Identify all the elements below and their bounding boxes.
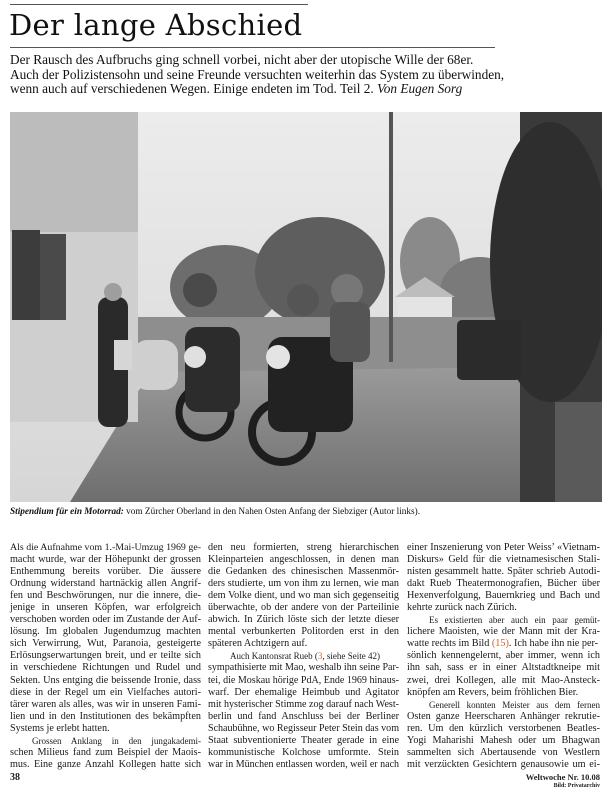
body-line: berlin und fand Anschluss bei der Berliner [208,710,399,722]
body-line: Systems je erlebt hatten. [10,722,110,734]
body-line: Erlösungserwartungen breit, und er teilte sich [10,650,201,662]
photo-reference-number: 3 [317,651,323,662]
body-line: Staat subventionierte Theater gerade in eine [208,734,399,746]
body-line: fen und Beschwörungen, nur die innere, die- [10,590,201,602]
article-photo [10,112,602,502]
body-line: Hexenverfolgung, Bauernkrieg und Bach und [407,590,600,602]
magazine-issue: Weltwoche Nr. 10.08 [525,772,600,782]
body-line: nisten gesammelt hatte. Später schrieb Autodi- [407,566,600,578]
body-line: sönlich kennengelernt, aber immer, wenn ich [407,650,600,662]
body-line: macht wurde, war der Höhepunkt der grossen [10,554,201,566]
top-rule [10,4,308,5]
body-line: Diskurs» Geld für die vietnamesischen Stali- [407,554,600,566]
body-line: knöpfen am Revers, beim fröhlichen Bier. [407,686,579,698]
article-lead [10,53,530,97]
body-line [208,650,399,662]
lead-line: Der Rausch des Aufbruchs ging schnell vorbei, nicht aber der utopische Wille der 68er. [10,52,474,67]
body-line: Enthemmung bereits vorüber. Die äussere [10,566,201,578]
body-line: mus. Eine ganze Anzahl Kollegen hatte sich [10,758,201,770]
body-line: den neu formierten, streng hierarchischen [208,542,399,553]
body-line: die Gedanken des chinesischen Massenmör- [208,566,399,578]
body-column-3 [407,542,600,771]
body-line: Sekten. Uns entging die beissende Ironie, dass [10,674,201,686]
article-title: Der lange Abschied [9,8,303,42]
motorcycle-photo-illustration [10,112,602,502]
body-line: Osten ganze Heerscharen Anhänger rekrutie- [407,710,600,722]
body-line: kommunistische Kolchose umformte. Stein [208,746,399,758]
body-line-text: , siehe Seite 42) [322,651,380,662]
body-line: lichere Maoisten, wie der Mann mit der Kra- [407,626,600,638]
body-line: warf. Der ehemalige Heimbub und Agitator [208,686,399,698]
body-line: Als die Aufnahme vom 1.-Mai-Umzug 1969 ge- [10,542,201,553]
body-line: Grossen Anklang in den jungakademi- [32,735,201,746]
body-line: Yogi Maharishi Mahesh oder um Bhagwan [407,734,600,746]
lead-line-text: wenn auch auf verschiedenen Wegen. Einige endeten im Tod. Teil 2. [10,81,374,97]
body-line: jenige in unseren Köpfen, war erfolgreich [10,602,201,614]
photo-reference-number: (15) [491,638,509,650]
body-line-text: watte rechts im Bild [407,638,492,650]
body-line: Ordnung widerstand hartnäckig allen Angrif- [10,578,201,590]
body-line: ihn sah, sass er in einer Altstadtkneipe mit [407,662,600,674]
body-line: sympathisierte mit Mao, weshalb ihn seine Par- [208,662,399,674]
body-line: dakt Rueb Theatermonografien, Bücher über [407,578,600,590]
lead-line: Auch der Polizistensohn und seine Freunde versuchten weiterhin das System zu überwinden, [10,66,505,82]
body-line: überwachte, ob der andere von der Parteilinie [208,602,399,614]
body-line: Schaubühne, wo Regisseur Peter Stein das vom [208,722,399,734]
body-line: sammelten sich Abertausende von Westlern [407,746,600,758]
body-line: mit verzückten Gesichtern genausowie um ei- [407,758,600,770]
body-line: ren. Um den kürzlich verstorbenen Beatles- [407,722,600,734]
body-line-text: . Ich habe ihn nie per- [508,638,599,650]
body-line: späteren Achtzigern auf. [208,638,308,650]
body-line: lien und in den Institutionen des bekämpften [10,710,201,722]
caption-text: vom Zürcher Oberland in den Nahen Osten Anfang der Siebziger (Autor links). [123,507,421,517]
caption-lead: Stipendium für ein Motorrad: [10,507,124,517]
byline: Von Eugen Sorg [377,81,463,97]
body-column-2 [208,542,399,771]
body-line [407,638,600,650]
body-line: schen Milieus fand zum Beispiel der Maois- [10,746,201,758]
body-line: abwich. In Zürich löste sich der letzte dieser [208,614,399,626]
page-number: 38 [10,772,20,783]
body-line-text: Auch Kantonsrat Rueb ( [230,651,318,662]
body-line: tärer waren als alles, was wir in unseren Fami- [10,698,201,710]
lead-line [10,82,530,97]
body-line: ders studierte, um von ihm zu lernen, wie man [208,578,399,590]
body-line: verschoben worden oder im Zustande der Auf- [10,614,201,626]
body-line: in verschiedene Richtungen und Rudel und [10,662,201,674]
body-line: Es existierten aber auch ein paar gemüt- [429,615,600,626]
body-line: diese in der Regel um ein Vielfaches autori- [10,686,201,698]
body-line: einer Inszenierung von Peter Weiss’ «Vietnam- [407,542,600,553]
photo-credit: Bild: Privatarchiv [553,783,600,789]
body-line: tei, die Moskau hörige PdA, Ende 1969 hinaus- [208,674,399,686]
body-line: mit hysterischer Stimme zog darauf nach West- [208,698,399,710]
body-line: zwei, drei Kollegen, alle mit Mao-Ansteck- [407,674,600,686]
body-column-1 [10,542,201,771]
body-line: sich Verwirrung, Wut, Paranoia, gesteigerte [10,638,201,650]
body-line: kehrte zurück nach Zürich. [407,602,517,614]
body-line: lösung. Im globalen Jugendumzug machten [10,626,201,638]
body-line: Generell konnten Meister aus dem fernen [429,699,600,710]
page-footer [526,773,600,790]
body-line: war in München entlassen worden, weil er nach [208,758,399,770]
body-line: Kleinparteien angeschlossen, in denen man [208,554,399,566]
photo-caption [10,506,605,518]
title-rule [10,47,495,48]
body-line: mental verbunkerten Politorden erst in den [208,626,399,638]
body-line: dem Volke dient, und wo man sich gegenseitig [208,590,399,602]
